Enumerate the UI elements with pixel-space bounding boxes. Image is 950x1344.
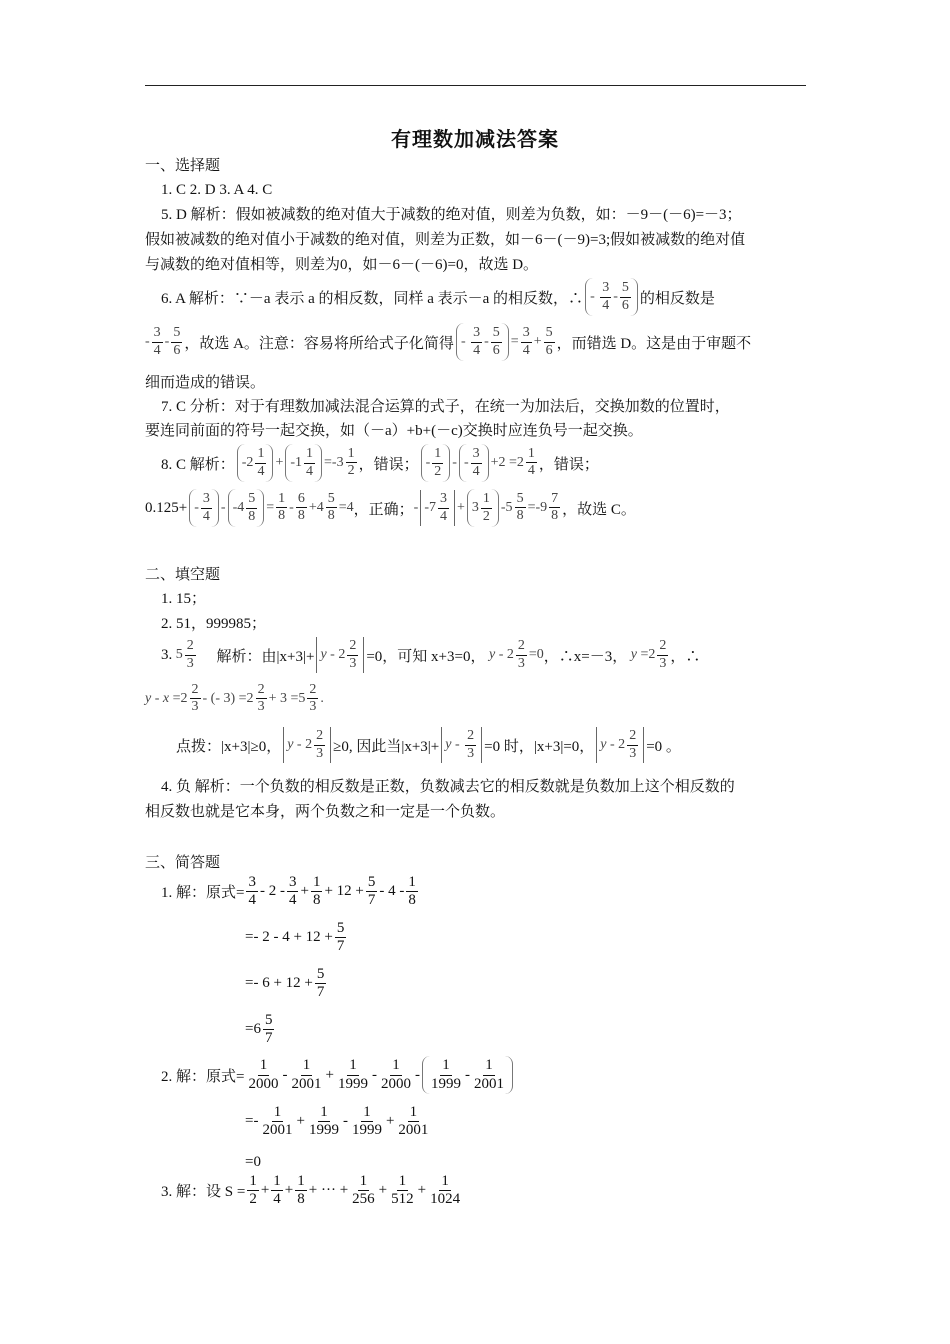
problem-1-line-3: =- 6 + 12 + $\frac{5}{7}$ — [245, 966, 325, 1001]
problem-2-line-3: =0 — [245, 1154, 261, 1170]
fill-1: 1. 15； — [161, 591, 207, 607]
q6-line-1: 6. A 解析：∵－a 表示 a 的相反数，同样 a 表示－a 的相反数，∴ - 3 4 - 5 6 的相反数是 — [161, 278, 715, 316]
q6-line-2: - $\frac{3}{4}$ - $\frac{5}{6}$ ，故选 A。注意：容易将所给式子化简得 - 3 4 - 5 6 = $\frac{3}{4}$ + $\frac{5}{6}$ ，而错选 D。这是由于审题不 — [145, 323, 751, 361]
q5-line-1: 5. D 解析：假如被减数的绝对值大于减数的绝对值，则差为负数，如：－9－(－6)=－3； — [161, 207, 742, 223]
problem-1-line-1: 1. 解：原式= $\frac{3}{4}$ - 2 - 3 4 + $\frac{1}{8}$ + 12 + $\frac{5}{7}$ - 4 - 1 8 — [161, 874, 416, 909]
section-1-heading: 一、选择题 — [145, 158, 221, 174]
fill-2: 2. 51，999985； — [161, 616, 267, 632]
fill-3-line-2: y - x =2 $\frac{2}{3}$ - (- 3) =2 $\frac{2}{3}$ + 3 =5 $\frac{2}{3}$ . — [145, 682, 324, 715]
problem-2-line-1: 2. 解：原式= $\frac{1}{2000}$ - 1 2001 + $\frac{1}{1999}$ - 1 2000 - 1 1999 - 1 2001 — [161, 1056, 515, 1094]
section-3-heading: 三、简答题 — [145, 855, 221, 871]
answers-1-4: 1. C 2. D 3. A 4. C — [161, 182, 273, 198]
paren-expr: - 3 4 - 5 6 — [585, 278, 638, 316]
q5-line-3: 与减数的绝对值相等，则差为0，如－6－(－6)=0，故选 D。 — [145, 257, 539, 273]
problem-2-line-2: =- 1 2001 + $\frac{1}{1999}$ - 1 1999 + $\frac{1}{2001}$ — [245, 1104, 429, 1139]
problem-3-line-1: 3. 解：设 S = $\frac{1}{2}$ + $\frac{1}{4}$ + $\frac{1}{8}$ + ··· + $\frac{1}{256}$ + $\frac{1}{512}$ + $\frac{1}{1024}$ — [161, 1173, 461, 1208]
q7-line-2: 要连同前面的符号一起交换，如（－a）+b+(－c)交换时应连负号一起交换。 — [145, 423, 643, 439]
fill-4-line-1: 4. 负 解析：一个负数的相反数是正数，负数减去它的相反数就是负数加上这个相反数的 — [161, 779, 735, 795]
top-rule — [145, 85, 806, 86]
fill-3-hint: 点拨：|x+3|≥0， y - 2 2 3 ≥0, 因此当|x+3|+ y - 2 3 =0 时，|x+3|=0， y - 2 2 3 =0 。 — [176, 727, 681, 763]
problem-1-line-2: =- 2 - 4 + 12 + $\frac{5}{7}$ — [245, 920, 345, 955]
q6-line-3: 细而造成的错误。 — [145, 375, 266, 391]
q7-line-1: 7. C 分析：对于有理数加减法混合运算的式子，在统一为加法后，交换加数的位置时， — [161, 399, 730, 415]
section-2-heading: 二、填空题 — [145, 567, 221, 583]
fill-3-line-1: 3. 5 $\frac{2}{3}$ 解析：由|x+3|+ y - 2 2 3 =0，可知 x+3=0， y - 2 $\frac{2}{3}$ =0 ，∴x=－3， y =2 $\frac{2}{3}$ ，∴ — [161, 637, 700, 673]
q8-line-1: 8. C 解析： -2 1 4 + -1 1 4 =-3 $\frac{1}{2}$ ，错误； - 1 2 - - 3 4 +2 =2 $\frac{1}{4}$ ，错误； — [161, 444, 599, 482]
q8-line-2: 0.125+ - 3 4 - -4 5 8 = $\frac{1}{8}$ - $\frac{6}{8}$ +4 $\frac{5}{8}$ =4 ，正确； - -7 3 4 + 3 1 2 -5 $\frac{5}{8}$ =-9 $\frac{7}{8}$ ，故选 C。 — [145, 489, 636, 527]
problem-1-line-4: =6 5 7 — [245, 1012, 273, 1047]
page-title: 有理数加减法答案 — [391, 129, 559, 151]
q5-line-2: 假如被减数的绝对值小于减数的绝对值，则差为正数，如－6－(－9)=3;假如被减数的绝对值 — [145, 232, 746, 248]
fill-4-line-2: 相反数也就是它本身，两个负数之和一定是一个负数。 — [145, 804, 506, 820]
